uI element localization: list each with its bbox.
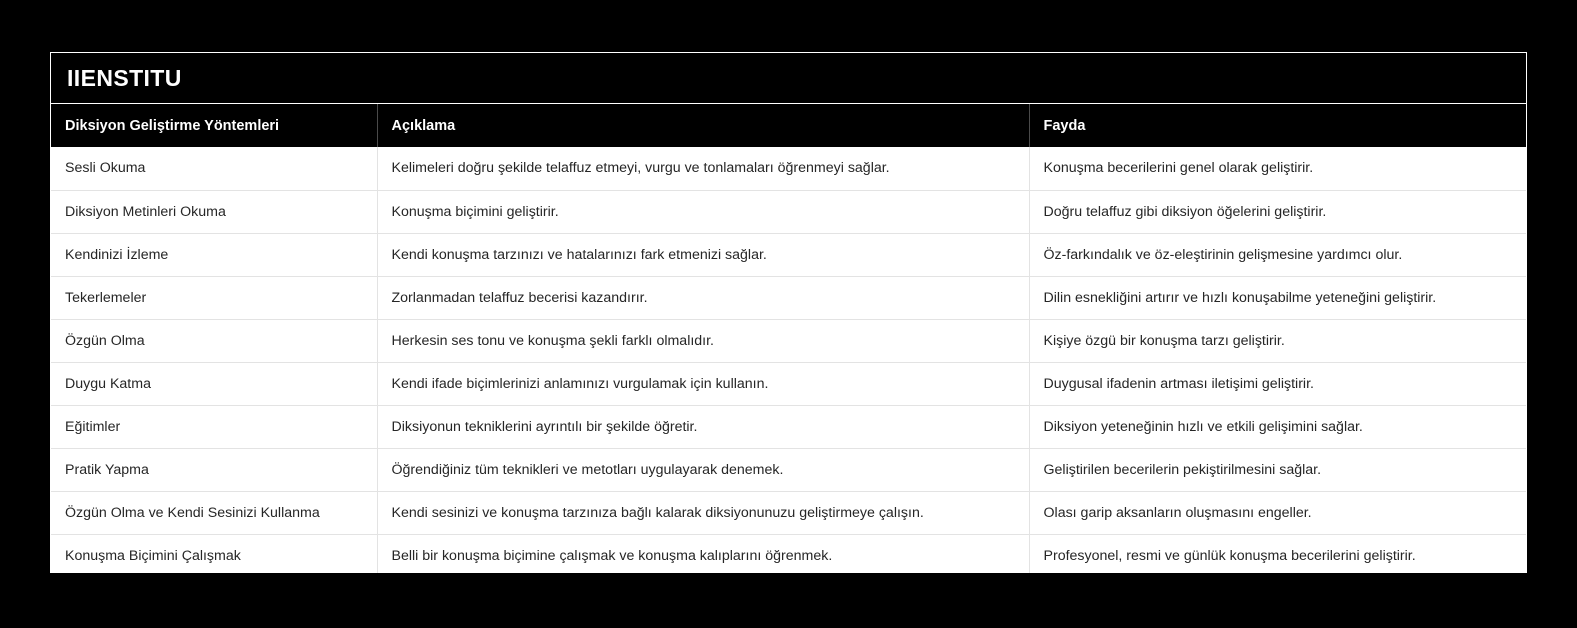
table-row (51, 190, 1526, 233)
cell-benefit: Diksiyon yeteneğinin hızlı ve etkili gelişimini sağlar. (1029, 405, 1526, 448)
cell-method: Eğitimler (51, 405, 377, 448)
table-row (51, 491, 1526, 534)
cell-benefit: Duygusal ifadenin artması iletişimi geliştirir. (1029, 362, 1526, 405)
cell-benefit: Konuşma becerilerini genel olarak geliştirir. (1029, 147, 1526, 190)
cell-benefit: Geliştirilen becerilerin pekiştirilmesini sağlar. (1029, 448, 1526, 491)
cell-description: Kendi sesinizi ve konuşma tarzınıza bağlı kalarak diksiyonunuzu geliştirmeye çalışın. (377, 491, 1029, 534)
table-row (51, 534, 1526, 573)
cell-benefit: Doğru telaffuz gibi diksiyon öğelerini geliştirir. (1029, 190, 1526, 233)
cell-description: Konuşma biçimini geliştirir. (377, 190, 1029, 233)
cell-description: Diksiyonun tekniklerini ayrıntılı bir şekilde öğretir. (377, 405, 1029, 448)
cell-description: Kelimeleri doğru şekilde telaffuz etmeyi, vurgu ve tonlamaları öğrenmeyi sağlar. (377, 147, 1029, 190)
cell-description: Öğrendiğiniz tüm teknikleri ve metotları uygulayarak denemek. (377, 448, 1029, 491)
table-row (51, 233, 1526, 276)
cell-method: Sesli Okuma (51, 147, 377, 190)
table-row (51, 319, 1526, 362)
brand-logo-text: IIENSTITU (67, 64, 182, 91)
table-header (51, 104, 1526, 147)
cell-benefit: Öz-farkındalık ve öz-eleştirinin gelişmesine yardımcı olur. (1029, 233, 1526, 276)
cell-description: Kendi ifade biçimlerinizi anlamınızı vurgulamak için kullanın. (377, 362, 1029, 405)
column-header-method: Diksiyon Geliştirme Yöntemleri (51, 104, 377, 147)
column-header-description: Açıklama (377, 104, 1029, 147)
brand-header (51, 53, 1526, 104)
cell-benefit: Profesyonel, resmi ve günlük konuşma becerilerini geliştirir. (1029, 534, 1526, 573)
table-card (50, 52, 1527, 573)
table-row (51, 362, 1526, 405)
table-row (51, 147, 1526, 190)
cell-description: Belli bir konuşma biçimine çalışmak ve konuşma kalıplarını öğrenmek. (377, 534, 1029, 573)
cell-benefit: Kişiye özgü bir konuşma tarzı geliştirir. (1029, 319, 1526, 362)
diksiyon-methods-table (51, 104, 1526, 573)
cell-method: Özgün Olma (51, 319, 377, 362)
cell-method: Konuşma Biçimini Çalışmak (51, 534, 377, 573)
cell-method: Özgün Olma ve Kendi Sesinizi Kullanma (51, 491, 377, 534)
cell-method: Tekerlemeler (51, 276, 377, 319)
cell-benefit: Dilin esnekliğini artırır ve hızlı konuşabilme yeteneğini geliştirir. (1029, 276, 1526, 319)
cell-description: Kendi konuşma tarzınızı ve hatalarınızı fark etmenizi sağlar. (377, 233, 1029, 276)
cell-method: Pratik Yapma (51, 448, 377, 491)
table-body (51, 147, 1526, 573)
table-header-row (51, 104, 1526, 147)
cell-method: Kendinizi İzleme (51, 233, 377, 276)
cell-method: Duygu Katma (51, 362, 377, 405)
cell-description: Zorlanmadan telaffuz becerisi kazandırır. (377, 276, 1029, 319)
table-row (51, 448, 1526, 491)
cell-benefit: Olası garip aksanların oluşmasını engeller. (1029, 491, 1526, 534)
table-row (51, 276, 1526, 319)
cell-method: Diksiyon Metinleri Okuma (51, 190, 377, 233)
column-header-benefit: Fayda (1029, 104, 1526, 147)
table-row (51, 405, 1526, 448)
cell-description: Herkesin ses tonu ve konuşma şekli farklı olmalıdır. (377, 319, 1029, 362)
